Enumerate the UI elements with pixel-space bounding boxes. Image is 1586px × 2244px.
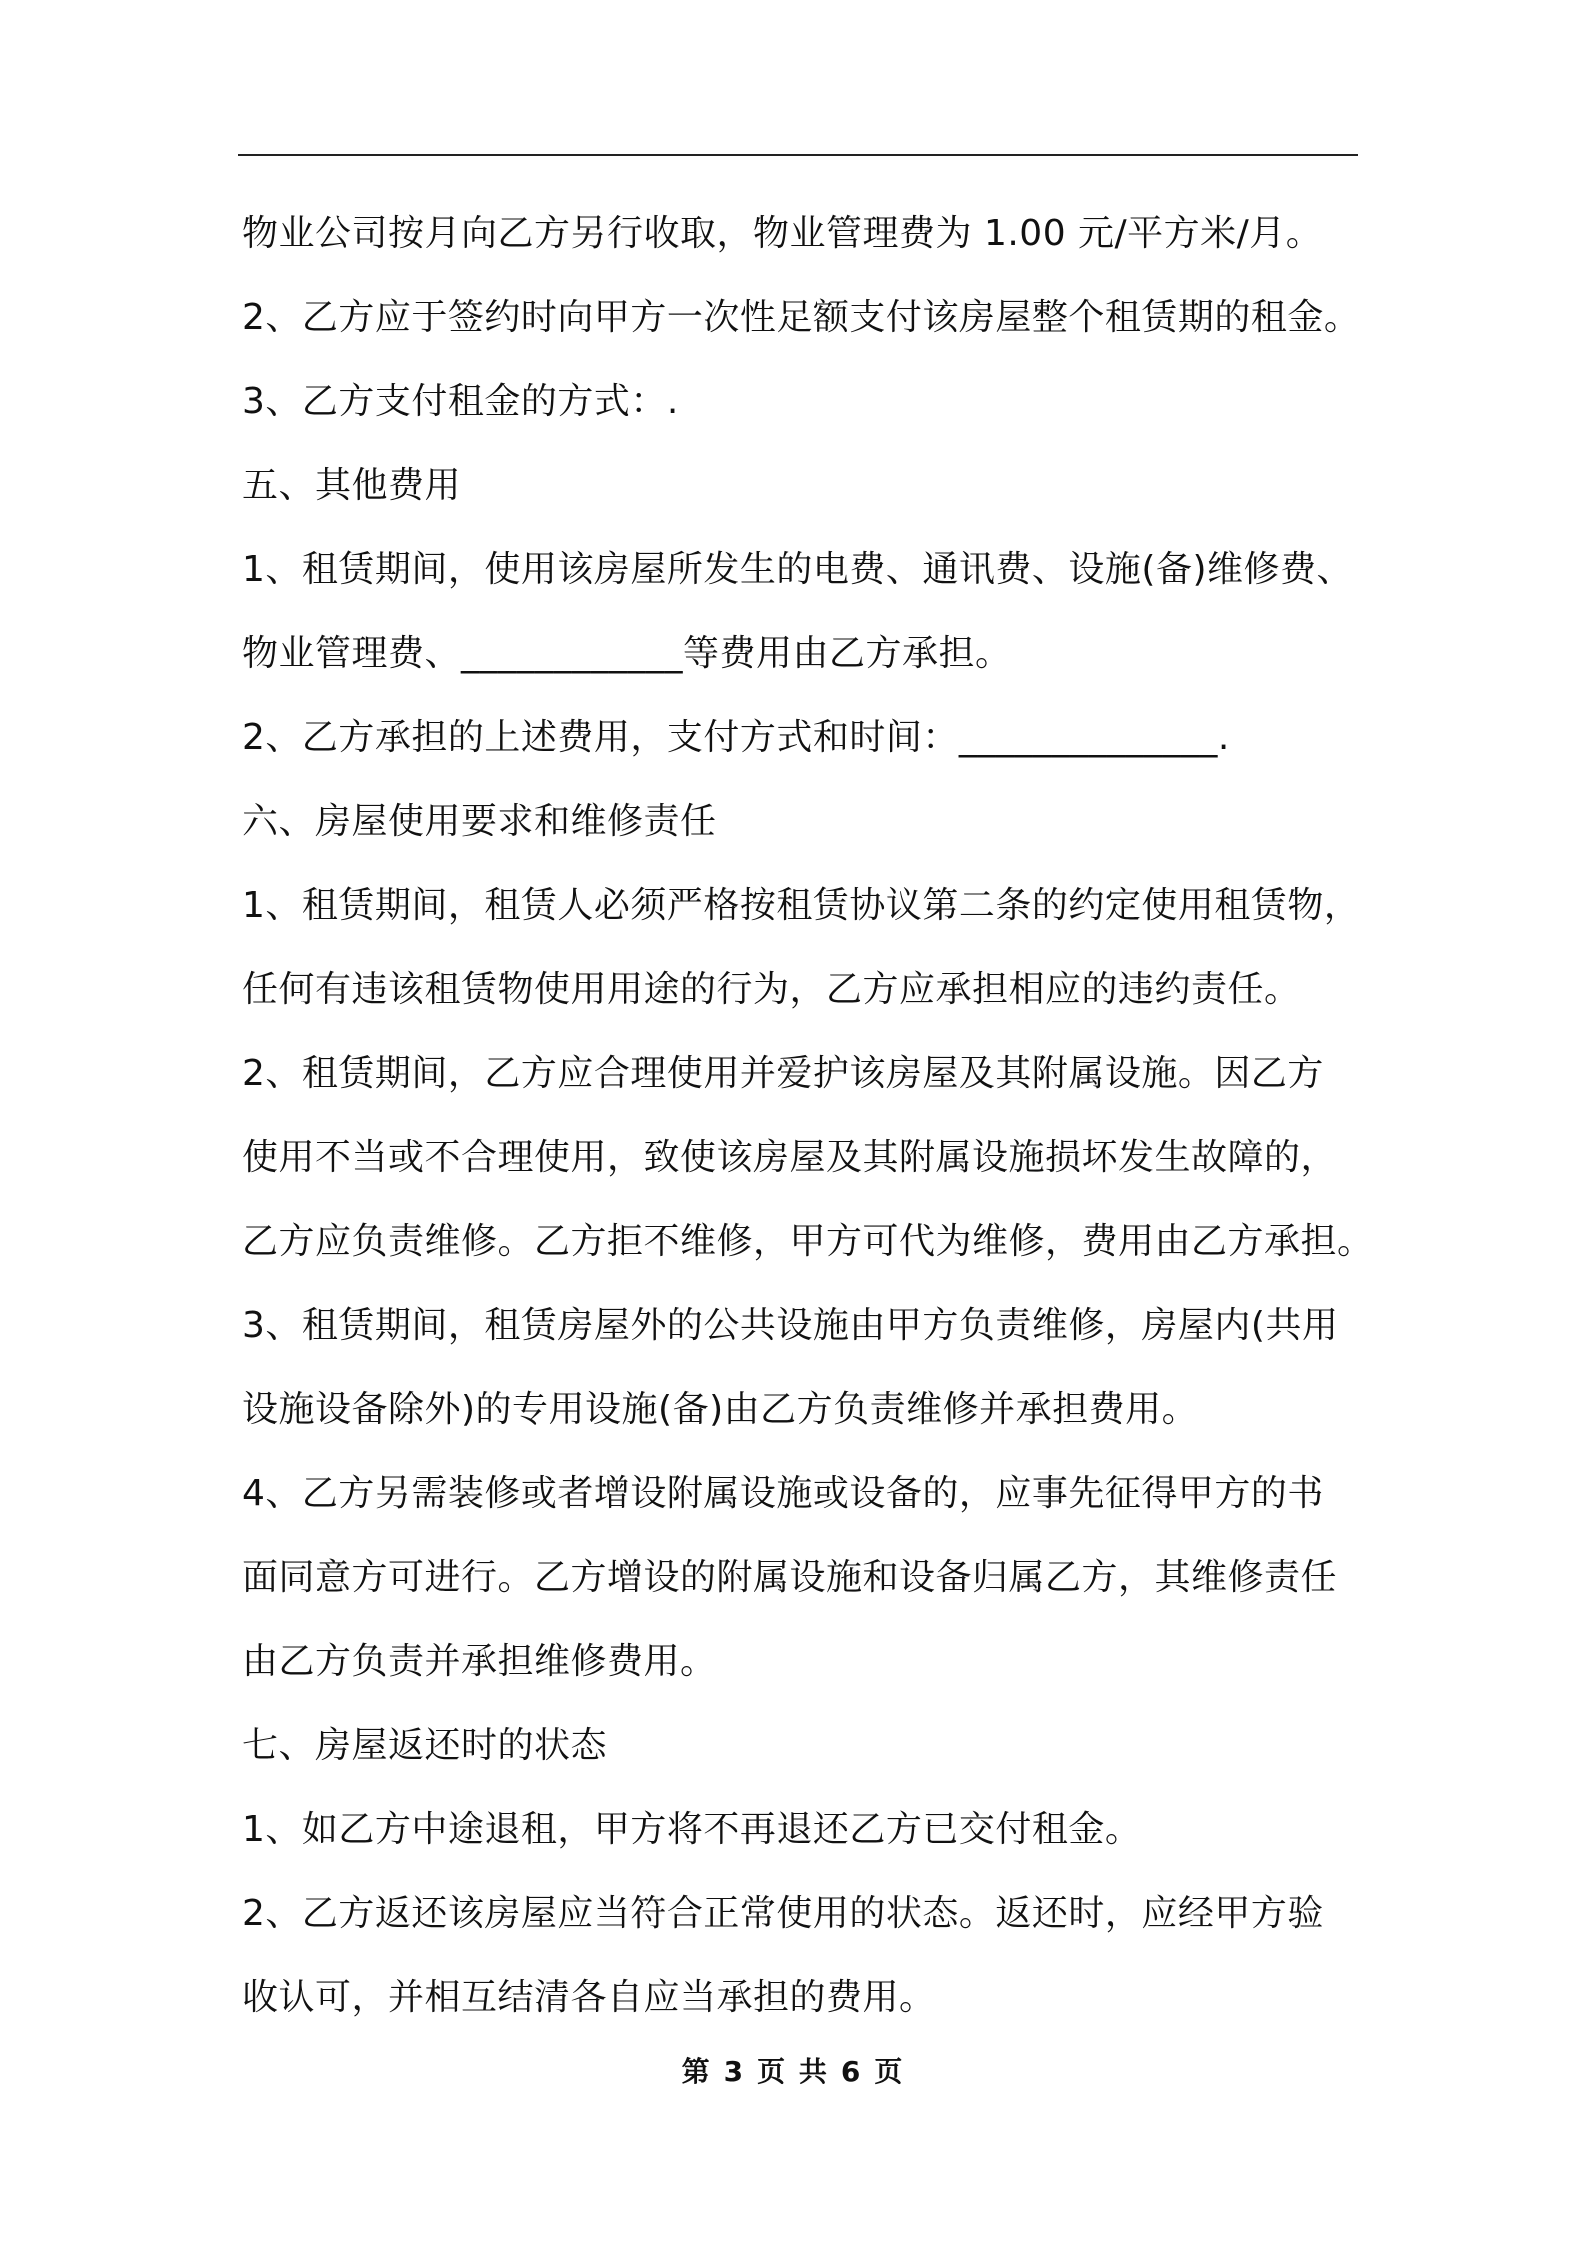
text-line: 2、乙方承担的上述费用，支付方式和时间：______________. [242, 717, 1230, 758]
text-line: 使用不当或不合理使用，致使该房屋及其附属设施损坏发生故障的， [242, 1137, 1338, 1178]
text-line: 2、租赁期间，乙方应合理使用并爱护该房屋及其附属设施。因乙方 [242, 1053, 1324, 1094]
section-heading: 六、房屋使用要求和维修责任 [242, 801, 717, 842]
footer-prefix: 第 [681, 2055, 712, 2088]
header-rule [238, 154, 1358, 156]
section-heading: 五、其他费用 [242, 465, 462, 506]
text-line: 2、乙方应于签约时向甲方一次性足额支付该房屋整个租赁期的租金。 [242, 297, 1361, 338]
text-line: 物业公司按月向乙方另行收取，物业管理费为 1.00 元/平方米/月。 [242, 213, 1323, 254]
document-body [242, 192, 1382, 2040]
page-footer [0, 2050, 1586, 2090]
text-line: 1、租赁期间，租赁人必须严格按租赁协议第二条的约定使用租赁物， [242, 885, 1361, 926]
footer-middle: 页 共 [757, 2055, 829, 2088]
text-line: 1、租赁期间，使用该房屋所发生的电费、通讯费、设施(备)维修费、 [242, 549, 1353, 590]
section-heading: 七、房屋返还时的状态 [242, 1725, 608, 1766]
text-line: 面同意方可进行。乙方增设的附属设施和设备归属乙方，其维修责任 [242, 1557, 1338, 1598]
text-line: 2、乙方返还该房屋应当符合正常使用的状态。返还时，应经甲方验 [242, 1893, 1324, 1934]
text-line: 由乙方负责并承担维修费用。 [242, 1641, 717, 1682]
text-line: 4、乙方另需装修或者增设附属设施或设备的，应事先征得甲方的书 [242, 1473, 1324, 1514]
text-line: 设施设备除外)的专用设施(备)由乙方负责维修并承担费用。 [242, 1389, 1199, 1430]
total-pages-number: 6 [840, 2055, 863, 2088]
text-line: 任何有违该租赁物使用用途的行为，乙方应承担相应的违约责任。 [242, 969, 1301, 1010]
text-line: 3、乙方支付租金的方式：. [242, 381, 679, 422]
text-line: 乙方应负责维修。乙方拒不维修，甲方可代为维修，费用由乙方承担。 [242, 1221, 1374, 1262]
text-line: 1、如乙方中途退租，甲方将不再退还乙方已交付租金。 [242, 1809, 1142, 1850]
text-line: 收认可，并相互结清各自应当承担的费用。 [242, 1977, 936, 2018]
text-line: 3、租赁期间，租赁房屋外的公共设施由甲方负责维修，房屋内(共用 [242, 1305, 1339, 1346]
current-page-number: 3 [723, 2055, 746, 2088]
text-line: 物业管理费、____________等费用由乙方承担。 [242, 633, 1012, 674]
footer-suffix: 页 [874, 2055, 905, 2088]
